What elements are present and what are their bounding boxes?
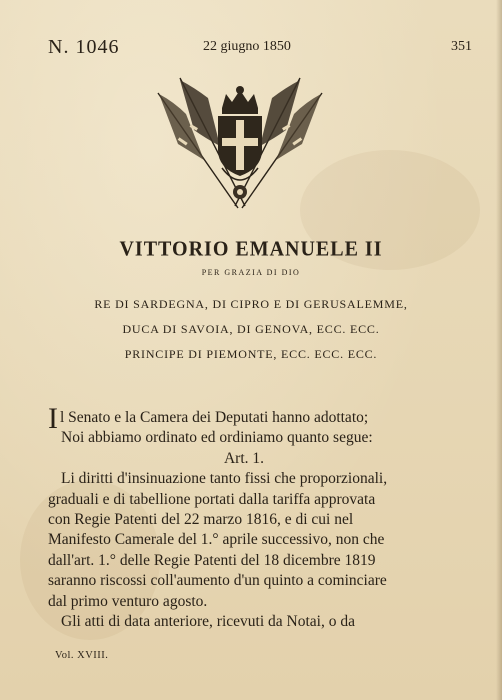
drop-cap: I: [48, 408, 58, 429]
savoy-coat-of-arms-icon: [150, 68, 330, 213]
text-line: Manifesto Camerale del 1.° aprile successivo, non che: [48, 531, 385, 549]
document-date: 22 giugno 1850: [203, 39, 291, 54]
decree-body: [48, 408, 440, 632]
text-line: Noi abbiamo ordinato ed ordiniamo quanto segue:: [61, 429, 373, 447]
page-edge: [496, 0, 502, 700]
text-line: dal primo venturo agosto.: [48, 592, 208, 610]
document-number: N. 1046: [48, 36, 120, 58]
title-line-3: PRINCIPE DI PIEMONTE, ECC. ECC. ECC.: [124, 347, 378, 361]
page-header: [0, 36, 502, 60]
text-line: Gli atti di data anteriore, ricevuti da Notai, o da: [61, 612, 355, 630]
text-line: Il Senato e la Camera dei Deputati hanno adottato;: [48, 408, 440, 428]
text-line: Li diritti d'insinuazione tanto fissi che proporzionali,: [61, 470, 388, 488]
text-line: graduali e di tabellione portati dalla tariffa approvata: [48, 490, 376, 508]
title-line-2: DUCA DI SAVOIA, DI GENOVA, ECC. ECC.: [122, 322, 380, 336]
volume-footer: Vol. XVIII.: [55, 650, 109, 661]
page-number: 351: [451, 39, 472, 54]
grace-line: PER GRAZIA DI DIO: [201, 268, 301, 277]
king-name: VITTORIO EMANUELE II: [119, 237, 383, 261]
text-line: dall'art. 1.° delle Regie Patenti del 18 dicembre 1819: [48, 551, 376, 569]
text-line: con Regie Patenti del 22 marzo 1816, e di cui nel: [48, 510, 354, 528]
text-line: saranno riscossi coll'aumento d'un quinto a cominciare: [48, 572, 387, 590]
article-heading: Art. 1.: [223, 449, 265, 467]
title-line-1: RE DI SARDEGNA, DI CIPRO E DI GERUSALEMME,: [94, 297, 408, 311]
